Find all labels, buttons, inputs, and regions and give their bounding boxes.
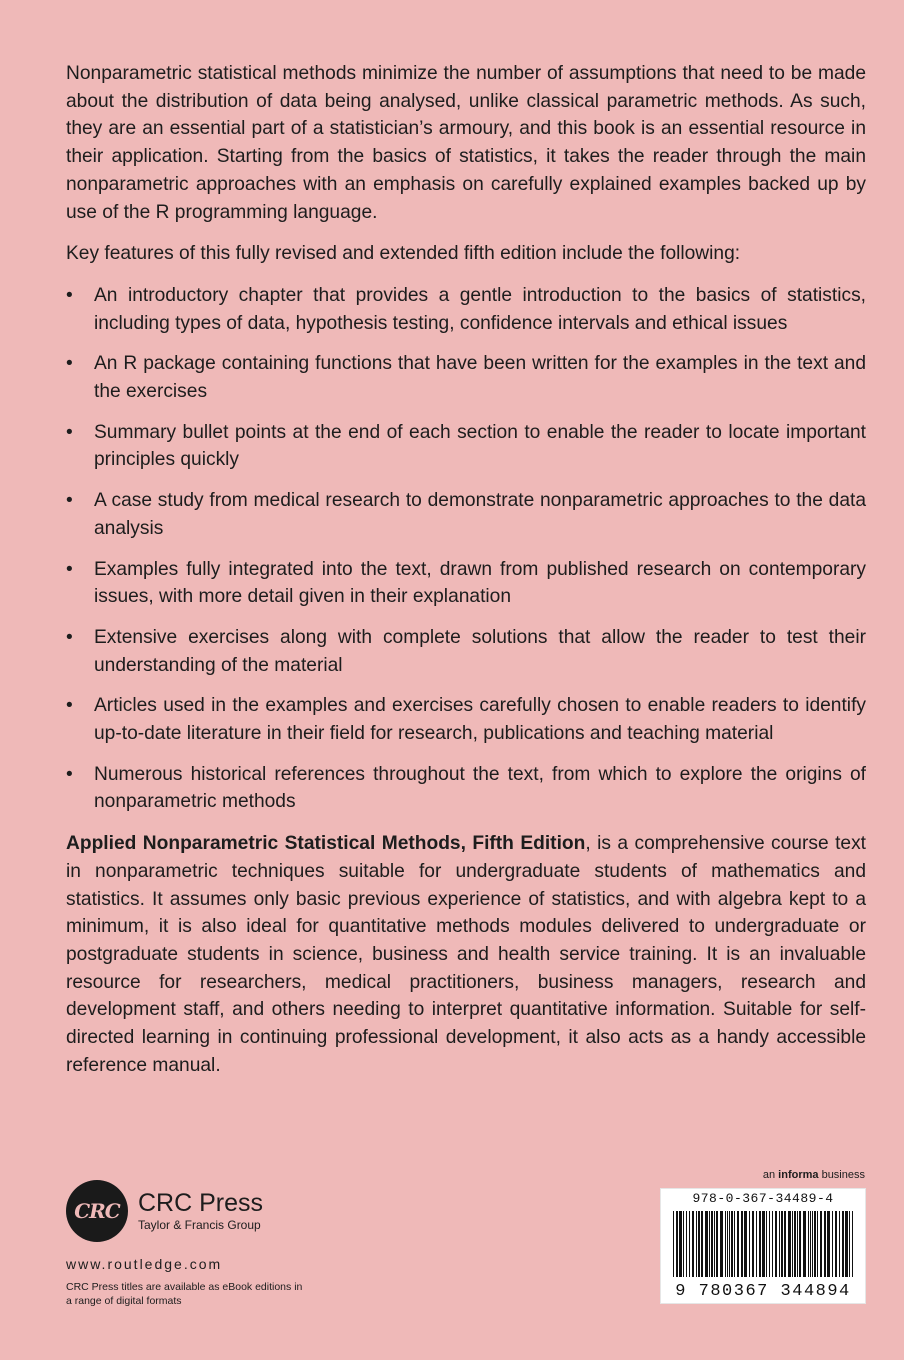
barcode-bar	[814, 1211, 816, 1277]
feature-item	[66, 556, 866, 611]
barcode-bar	[762, 1211, 765, 1277]
crc-seal-icon: CRC	[66, 1180, 128, 1242]
barcode-bar	[839, 1211, 840, 1277]
feature-text: Examples fully integrated into the text, drawn from published research on contemporary issues, with more detail given in their explanation	[94, 558, 866, 608]
barcode-bar	[759, 1211, 761, 1277]
barcode-bar	[686, 1211, 687, 1277]
barcode-bar	[692, 1211, 694, 1277]
barcode-bar	[824, 1211, 826, 1277]
barcode-bar	[852, 1211, 853, 1277]
barcode-bar	[716, 1211, 718, 1277]
feature-item	[66, 761, 866, 816]
intro-paragraph: Nonparametric statistical methods minimize the number of assumptions that need to be made about the distribution of data being analysed, unlike classical parametric methods. As such, they are an essential part of a statistician’s armoury, and this book is an essential resource in their application. Starting from the basics of statistics, it takes the reader through the main nonparametric approaches with an emphasis on carefully explained examples backed up by use of the R programming language.	[66, 63, 866, 223]
crc-logo	[66, 1180, 386, 1242]
feature-item	[66, 419, 866, 474]
feature-text: An R package containing functions that have been written for the examples in the text and the exercises	[94, 353, 866, 403]
barcode-bar	[772, 1211, 773, 1277]
barcode-bar	[752, 1211, 754, 1277]
barcode-bar	[779, 1211, 780, 1277]
barcode-bar	[729, 1211, 730, 1277]
barcode-bar	[744, 1211, 747, 1277]
ebook-note: CRC Press titles are available as eBook editions in a range of digital formats	[66, 1281, 303, 1307]
barcode-bar	[810, 1211, 811, 1277]
barcode-bar	[766, 1211, 767, 1277]
barcode-bar	[711, 1211, 713, 1277]
back-cover-text	[66, 60, 866, 1080]
barcode-bar	[676, 1211, 678, 1277]
feature-text: An introductory chapter that provides a gentle introduction to the basics of statistics, including types of data, hypothesis testing, confidence intervals and ethical issues	[94, 284, 866, 334]
barcode-bar	[698, 1211, 700, 1277]
informa-brand: informa	[778, 1169, 819, 1181]
barcode-bar	[734, 1211, 735, 1277]
outro-paragraph	[66, 830, 866, 1079]
book-title: Applied Nonparametric Statistical Methods, Fifth Edition	[66, 833, 586, 855]
outro-body: , is a comprehensive course text in nonparametric techniques suitable for undergraduate students of mathematics and statistics. It assumes only basic previous experience of statistics, and with algebra kept to a minimum, it is also ideal for quantitative methods modules delivered to undergraduate or postgraduate students in science, business and health service training. It is an invaluable resource for researchers, medical practitioners, business managers, research and development staff, and others needing to interpret quantitative information. Suitable for self-directed learning in continuing professional development, it also acts as a handy accessible reference manual.	[66, 833, 866, 1076]
barcode-bar	[817, 1211, 818, 1277]
barcode-bar	[689, 1211, 690, 1277]
features-lead: Key features of this fully revised and extended fifth edition include the following:	[66, 243, 741, 265]
barcode-bar	[849, 1211, 850, 1277]
barcode-bar	[696, 1211, 697, 1277]
barcode-bar	[741, 1211, 743, 1277]
bullet-icon: •	[66, 558, 73, 580]
feature-item	[66, 624, 866, 679]
barcode-bar	[842, 1211, 844, 1277]
bullet-icon: •	[66, 695, 73, 717]
barcode-bar	[794, 1211, 796, 1277]
barcode-bar	[812, 1211, 813, 1277]
barcode-bar	[781, 1211, 783, 1277]
barcode-bar	[827, 1211, 830, 1277]
barcode	[660, 1188, 866, 1304]
barcode-bar	[727, 1211, 728, 1277]
barcode-bar	[725, 1211, 726, 1277]
barcode-bar	[845, 1211, 848, 1277]
bullet-icon: •	[66, 284, 73, 306]
barcode-bar	[683, 1211, 684, 1277]
barcode-bars	[671, 1211, 855, 1277]
barcode-bar	[788, 1211, 791, 1277]
barcode-bar	[835, 1211, 837, 1277]
barcode-bar	[803, 1211, 806, 1277]
barcode-bar	[769, 1211, 770, 1277]
barcode-bar	[784, 1211, 786, 1277]
feature-item	[66, 282, 866, 337]
barcode-bar	[709, 1211, 710, 1277]
barcode-bar	[797, 1211, 798, 1277]
barcode-bar	[737, 1211, 739, 1277]
barcode-bar	[756, 1211, 757, 1277]
barcode-bar	[720, 1211, 723, 1277]
isbn-hyphenated: 978-0-367-34489-4	[692, 1191, 834, 1206]
publisher-block	[66, 1180, 386, 1308]
barcode-bar	[808, 1211, 809, 1277]
barcode-bar	[775, 1211, 777, 1277]
features-list	[66, 282, 866, 816]
barcode-bar	[749, 1211, 750, 1277]
publisher-url[interactable]: www.routledge.com	[66, 1256, 223, 1272]
isbn-ean: 9 780367 344894	[675, 1282, 851, 1301]
feature-text: Articles used in the examples and exercises carefully chosen to enable readers to identify up-to-date literature in their field for research, publications and teaching material	[94, 695, 866, 745]
feature-item	[66, 487, 866, 542]
feature-text: Numerous historical references throughout the text, from which to explore the origins of nonparametric methods	[94, 763, 866, 813]
bullet-icon: •	[66, 626, 73, 648]
press-wordmark	[138, 1189, 263, 1233]
feature-text: Summary bullet points at the end of each section to enable the reader to locate important principles quickly	[94, 421, 866, 471]
informa-prefix: an	[762, 1169, 779, 1181]
feature-item	[66, 350, 866, 405]
feature-text: A case study from medical research to demonstrate nonparametric approaches to the data analysis	[94, 490, 866, 539]
barcode-bar	[731, 1211, 733, 1277]
bullet-icon: •	[66, 421, 73, 443]
bullet-icon: •	[66, 490, 73, 512]
barcode-bar	[799, 1211, 801, 1277]
barcode-bar	[714, 1211, 715, 1277]
feature-text: Extensive exercises along with complete solutions that allow the reader to test their understanding of the material	[94, 626, 866, 676]
barcode-bar	[701, 1211, 703, 1277]
press-name: CRC Press	[138, 1189, 264, 1217]
informa-line	[763, 1169, 865, 1181]
barcode-bar	[705, 1211, 708, 1277]
bullet-icon: •	[66, 763, 73, 785]
informa-suffix: business	[818, 1169, 865, 1181]
barcode-bar	[679, 1211, 682, 1277]
press-group: Taylor & Francis Group	[138, 1218, 261, 1232]
bullet-icon: •	[66, 353, 73, 375]
barcode-bar	[792, 1211, 793, 1277]
barcode-bar	[820, 1211, 822, 1277]
feature-item	[66, 692, 866, 747]
barcode-bar	[673, 1211, 674, 1277]
barcode-bar	[832, 1211, 833, 1277]
